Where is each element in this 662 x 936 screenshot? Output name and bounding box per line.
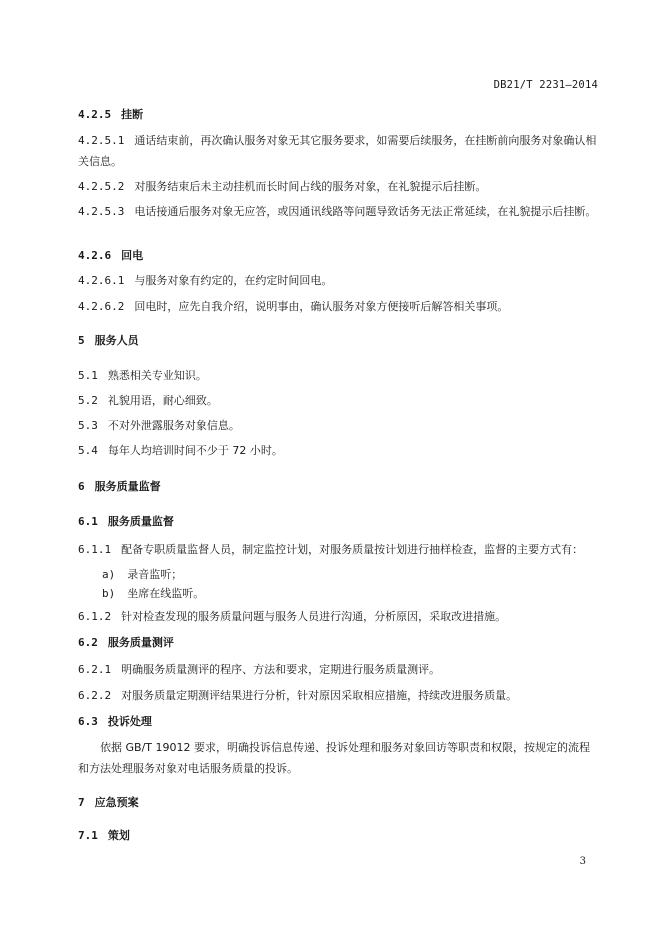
paragraph-text: 依据 GB/T 19012 要求，明确投诉信息传递、投诉处理和服务对象回访等职责和权限，按规定的流程和方法处理服务对象对电话服务质量的投诉。	[78, 741, 590, 775]
clause-4-2-5-2	[78, 176, 598, 197]
clause-4-2-6-1	[78, 270, 598, 291]
list-text: 坐席在线监听。	[127, 587, 205, 600]
section-number: 6	[78, 480, 85, 493]
list-marker: b)	[102, 587, 116, 600]
clause-5-2	[78, 390, 598, 411]
section-number: 4.2.6	[78, 249, 112, 262]
clause-number: 6.2.2	[78, 689, 112, 702]
clause-4-2-5-3	[78, 201, 598, 222]
clause-number: 6.1.1	[78, 543, 112, 556]
clause-number: 5.2	[78, 394, 98, 407]
section-number: 7.1	[78, 829, 98, 842]
clause-number: 6.1.2	[78, 610, 112, 623]
paragraph-6-3	[78, 737, 598, 779]
section-title: 服务质量测评	[107, 636, 174, 649]
clause-text: 熟悉相关专业知识。	[107, 369, 207, 382]
section-number: 7	[78, 796, 85, 809]
clause-number: 4.2.6.2	[78, 300, 125, 313]
clause-text: 电话接通后服务对象无应答，或因通讯线路等问题导致话务无法正常延续，在礼貌提示后挂断。	[134, 205, 597, 218]
list-marker: a)	[102, 568, 116, 581]
clause-6-1-1	[78, 539, 598, 560]
heading-6-2	[78, 632, 598, 653]
list-item-a	[102, 564, 622, 585]
clause-text: 与服务对象有约定的，在约定时间回电。	[134, 274, 333, 287]
clause-text: 礼貌用语，耐心细致。	[107, 394, 218, 407]
section-number: 6.3	[78, 715, 98, 728]
clause-6-2-1	[78, 659, 598, 680]
clause-number: 5.1	[78, 369, 98, 382]
heading-6-1	[78, 511, 598, 532]
list-item-b	[102, 583, 622, 604]
section-number: 6.1	[78, 515, 98, 528]
clause-text: 不对外泄露服务对象信息。	[107, 419, 240, 432]
document-code: DB21/T 2231—2014	[493, 79, 598, 91]
section-number: 6.2	[78, 636, 98, 649]
page-number: 3	[579, 856, 586, 867]
clause-text: 对服务质量定期测评结果进行分析，针对原因采取相应措施，持续改进服务质量。	[121, 689, 518, 702]
section-number: 5	[78, 334, 85, 347]
clause-6-1-2	[78, 606, 598, 627]
clause-text: 通话结束前，再次确认服务对象无其它服务要求，如需要后续服务，在挂断前向服务对象确认相关信息。	[78, 134, 597, 168]
clause-5-4	[78, 440, 598, 461]
clause-number: 5.3	[78, 419, 98, 432]
clause-5-3	[78, 415, 598, 436]
clause-text: 配备专职质量监督人员，制定监控计划，对服务质量按计划进行抽样检查，监督的主要方式有：	[121, 543, 584, 556]
section-title: 策划	[107, 829, 130, 842]
list-text: 录音监听；	[127, 568, 183, 581]
clause-number: 4.2.5.3	[78, 205, 125, 218]
section-title: 服务人员	[94, 334, 139, 347]
section-title: 服务质量监督	[94, 480, 161, 493]
heading-5	[78, 330, 598, 351]
clause-text: 对服务结束后未主动挂机而长时间占线的服务对象，在礼貌提示后挂断。	[134, 180, 487, 193]
heading-7-1	[78, 825, 598, 846]
heading-6	[78, 476, 598, 497]
clause-number: 4.2.6.1	[78, 274, 125, 287]
clause-number: 4.2.5.2	[78, 180, 125, 193]
section-number: 4.2.5	[78, 108, 112, 121]
section-title: 投诉处理	[107, 715, 152, 728]
clause-number: 6.2.1	[78, 663, 112, 676]
clause-text: 明确服务质量测评的程序、方法和要求，定期进行服务质量测评。	[121, 663, 441, 676]
section-title: 挂断	[121, 108, 144, 121]
clause-4-2-6-2	[78, 296, 598, 317]
clause-text: 每年人均培训时间不少于 72 小时。	[107, 444, 283, 457]
section-title: 回电	[121, 249, 144, 262]
clause-text: 针对检查发现的服务质量问题与服务人员进行沟通，分析原因，采取改进措施。	[121, 610, 507, 623]
heading-4-2-5	[78, 104, 598, 125]
clause-text: 回电时，应先自我介绍，说明事由，确认服务对象方便接听后解答相关事项。	[134, 300, 509, 313]
clause-number: 5.4	[78, 444, 98, 457]
clause-number: 4.2.5.1	[78, 134, 125, 147]
heading-7	[78, 792, 598, 813]
clause-6-2-2	[78, 685, 598, 706]
section-title: 应急预案	[94, 796, 139, 809]
section-title: 服务质量监督	[107, 515, 174, 528]
clause-5-1	[78, 365, 598, 386]
heading-4-2-6	[78, 245, 598, 266]
heading-6-3	[78, 711, 598, 732]
clause-4-2-5-1	[78, 130, 598, 172]
